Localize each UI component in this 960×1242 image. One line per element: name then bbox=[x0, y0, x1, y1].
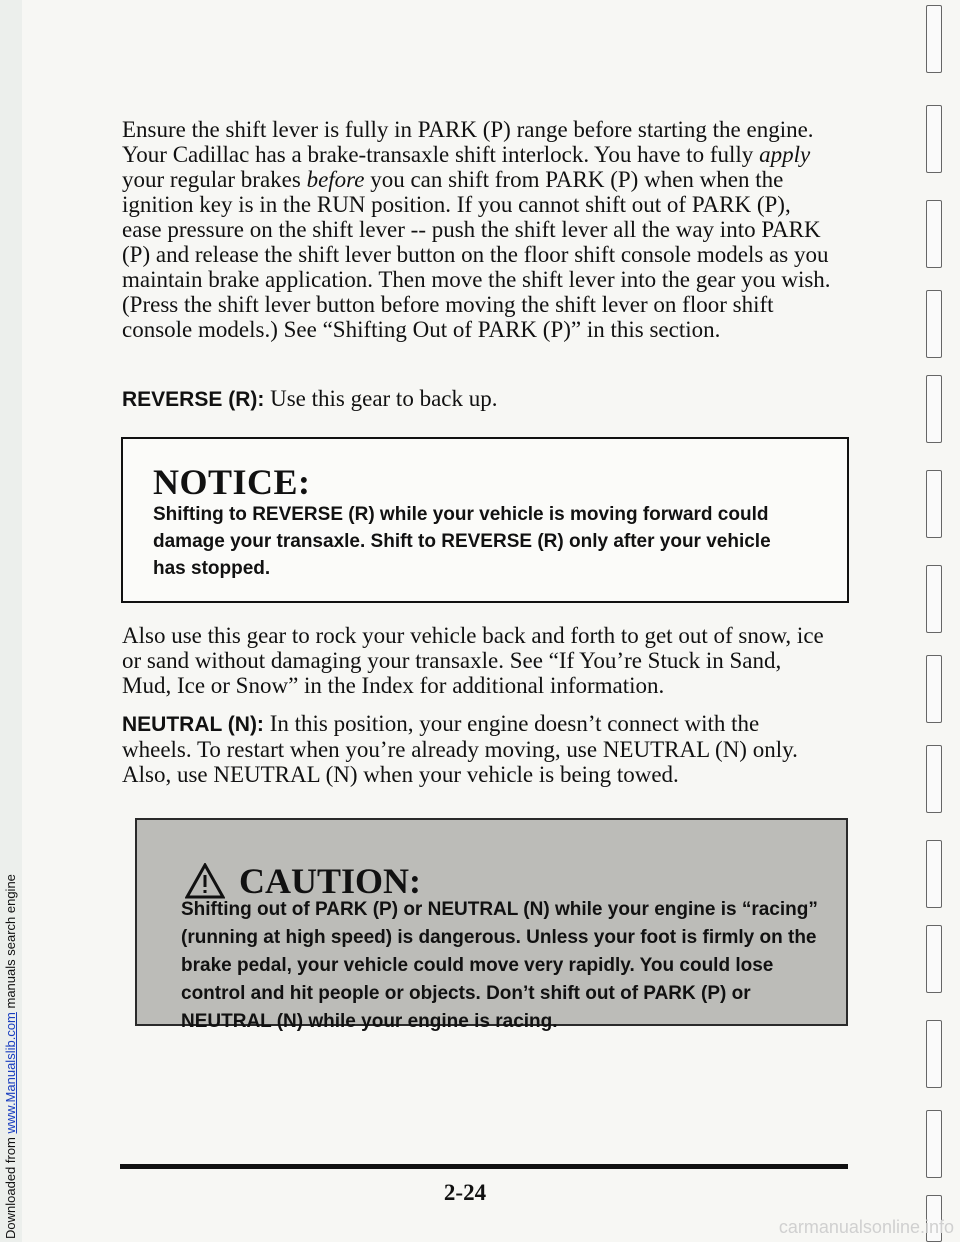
neutral-label: NEUTRAL (N): bbox=[122, 713, 264, 736]
reverse-paragraph bbox=[122, 386, 832, 412]
download-suffix: manuals search engine bbox=[3, 874, 18, 1013]
tab-marker bbox=[926, 470, 942, 538]
tab-marker bbox=[926, 5, 942, 73]
caution-title: CAUTION: bbox=[239, 861, 422, 901]
notice-title: NOTICE: bbox=[153, 462, 311, 502]
tab-marker bbox=[926, 105, 942, 173]
neutral-text: In this position, your engine doesn’t connect with the wheels. To restart when you’re already moving, use NEUTRAL (N) only. Also, use NEUTRAL (N) when your vehicle is being towed. bbox=[122, 711, 798, 787]
tab-marker bbox=[926, 1110, 942, 1178]
intro-text-3: you can shift from PARK (P) when when the ignition key is in the RUN position. If you cannot shift out of PARK (P), ease pressure on the shift lever -- push the shift lever all the way into PARK (P) and release the shift lever button on the floor shift console models as you maintain brake application. Then move the shift lever into the gear you wish. (Press the shift lever button before moving the shift lever on floor shift console models.) See “Shifting Out of PARK (P)” in this section. bbox=[122, 167, 831, 342]
neutral-paragraph bbox=[122, 711, 832, 787]
reverse-text: Use this gear to back up. bbox=[264, 386, 498, 411]
rock-paragraph: Also use this gear to rock your vehicle back and forth to get out of snow, ice or sand without damaging your transaxle. See “If You’re Stuck in Sand, Mud, Ice or Snow” in the Index for additional information. bbox=[122, 623, 824, 698]
tab-marker bbox=[926, 565, 942, 633]
footer-rule bbox=[120, 1164, 848, 1169]
watermark: carmanualsonline.info bbox=[778, 1217, 954, 1237]
download-prefix: Downloaded from bbox=[3, 1133, 18, 1239]
intro-text-2: your regular brakes bbox=[122, 167, 307, 192]
tab-marker bbox=[926, 1020, 942, 1088]
tab-marker bbox=[926, 200, 942, 268]
page-number: 2-24 bbox=[443, 1180, 487, 1205]
notice-box bbox=[121, 437, 849, 603]
intro-emphasis-apply: apply bbox=[759, 142, 811, 167]
manualslib-link[interactable]: www.Manualslib.com bbox=[3, 1012, 18, 1134]
tab-marker bbox=[926, 655, 942, 723]
tab-marker bbox=[926, 925, 942, 993]
intro-emphasis-before: before bbox=[306, 167, 365, 192]
tab-marker bbox=[926, 290, 942, 358]
notice-body: Shifting to REVERSE (R) while your vehicle is moving forward could damage your transaxle. Shift to REVERSE (R) only after your vehicle has stopped. bbox=[153, 504, 771, 579]
download-source-text bbox=[0, 0, 22, 1239]
tab-marker bbox=[926, 745, 942, 813]
intro-paragraph bbox=[122, 117, 832, 342]
tab-marker bbox=[926, 840, 942, 908]
tab-marker bbox=[926, 375, 942, 443]
reverse-label: REVERSE (R): bbox=[122, 388, 265, 411]
caution-box bbox=[135, 818, 848, 1032]
intro-text-1: Ensure the shift lever is fully in PARK (P) range before starting the engine. Your Cadillac has a brake-transaxle shift interlock. You have to fully bbox=[122, 117, 814, 167]
warning-triangle-icon bbox=[185, 863, 225, 899]
caution-body: Shifting out of PARK (P) or NEUTRAL (N) while your engine is “racing” (running at high speed) is dangerous. Unless your foot is firmly on the brake pedal, your vehicle could move very rapidly. You could lose control and hit people or objects. Don’t shift out of PARK (P) or NEUTRAL (N) while your engine is racing. bbox=[181, 899, 818, 1032]
